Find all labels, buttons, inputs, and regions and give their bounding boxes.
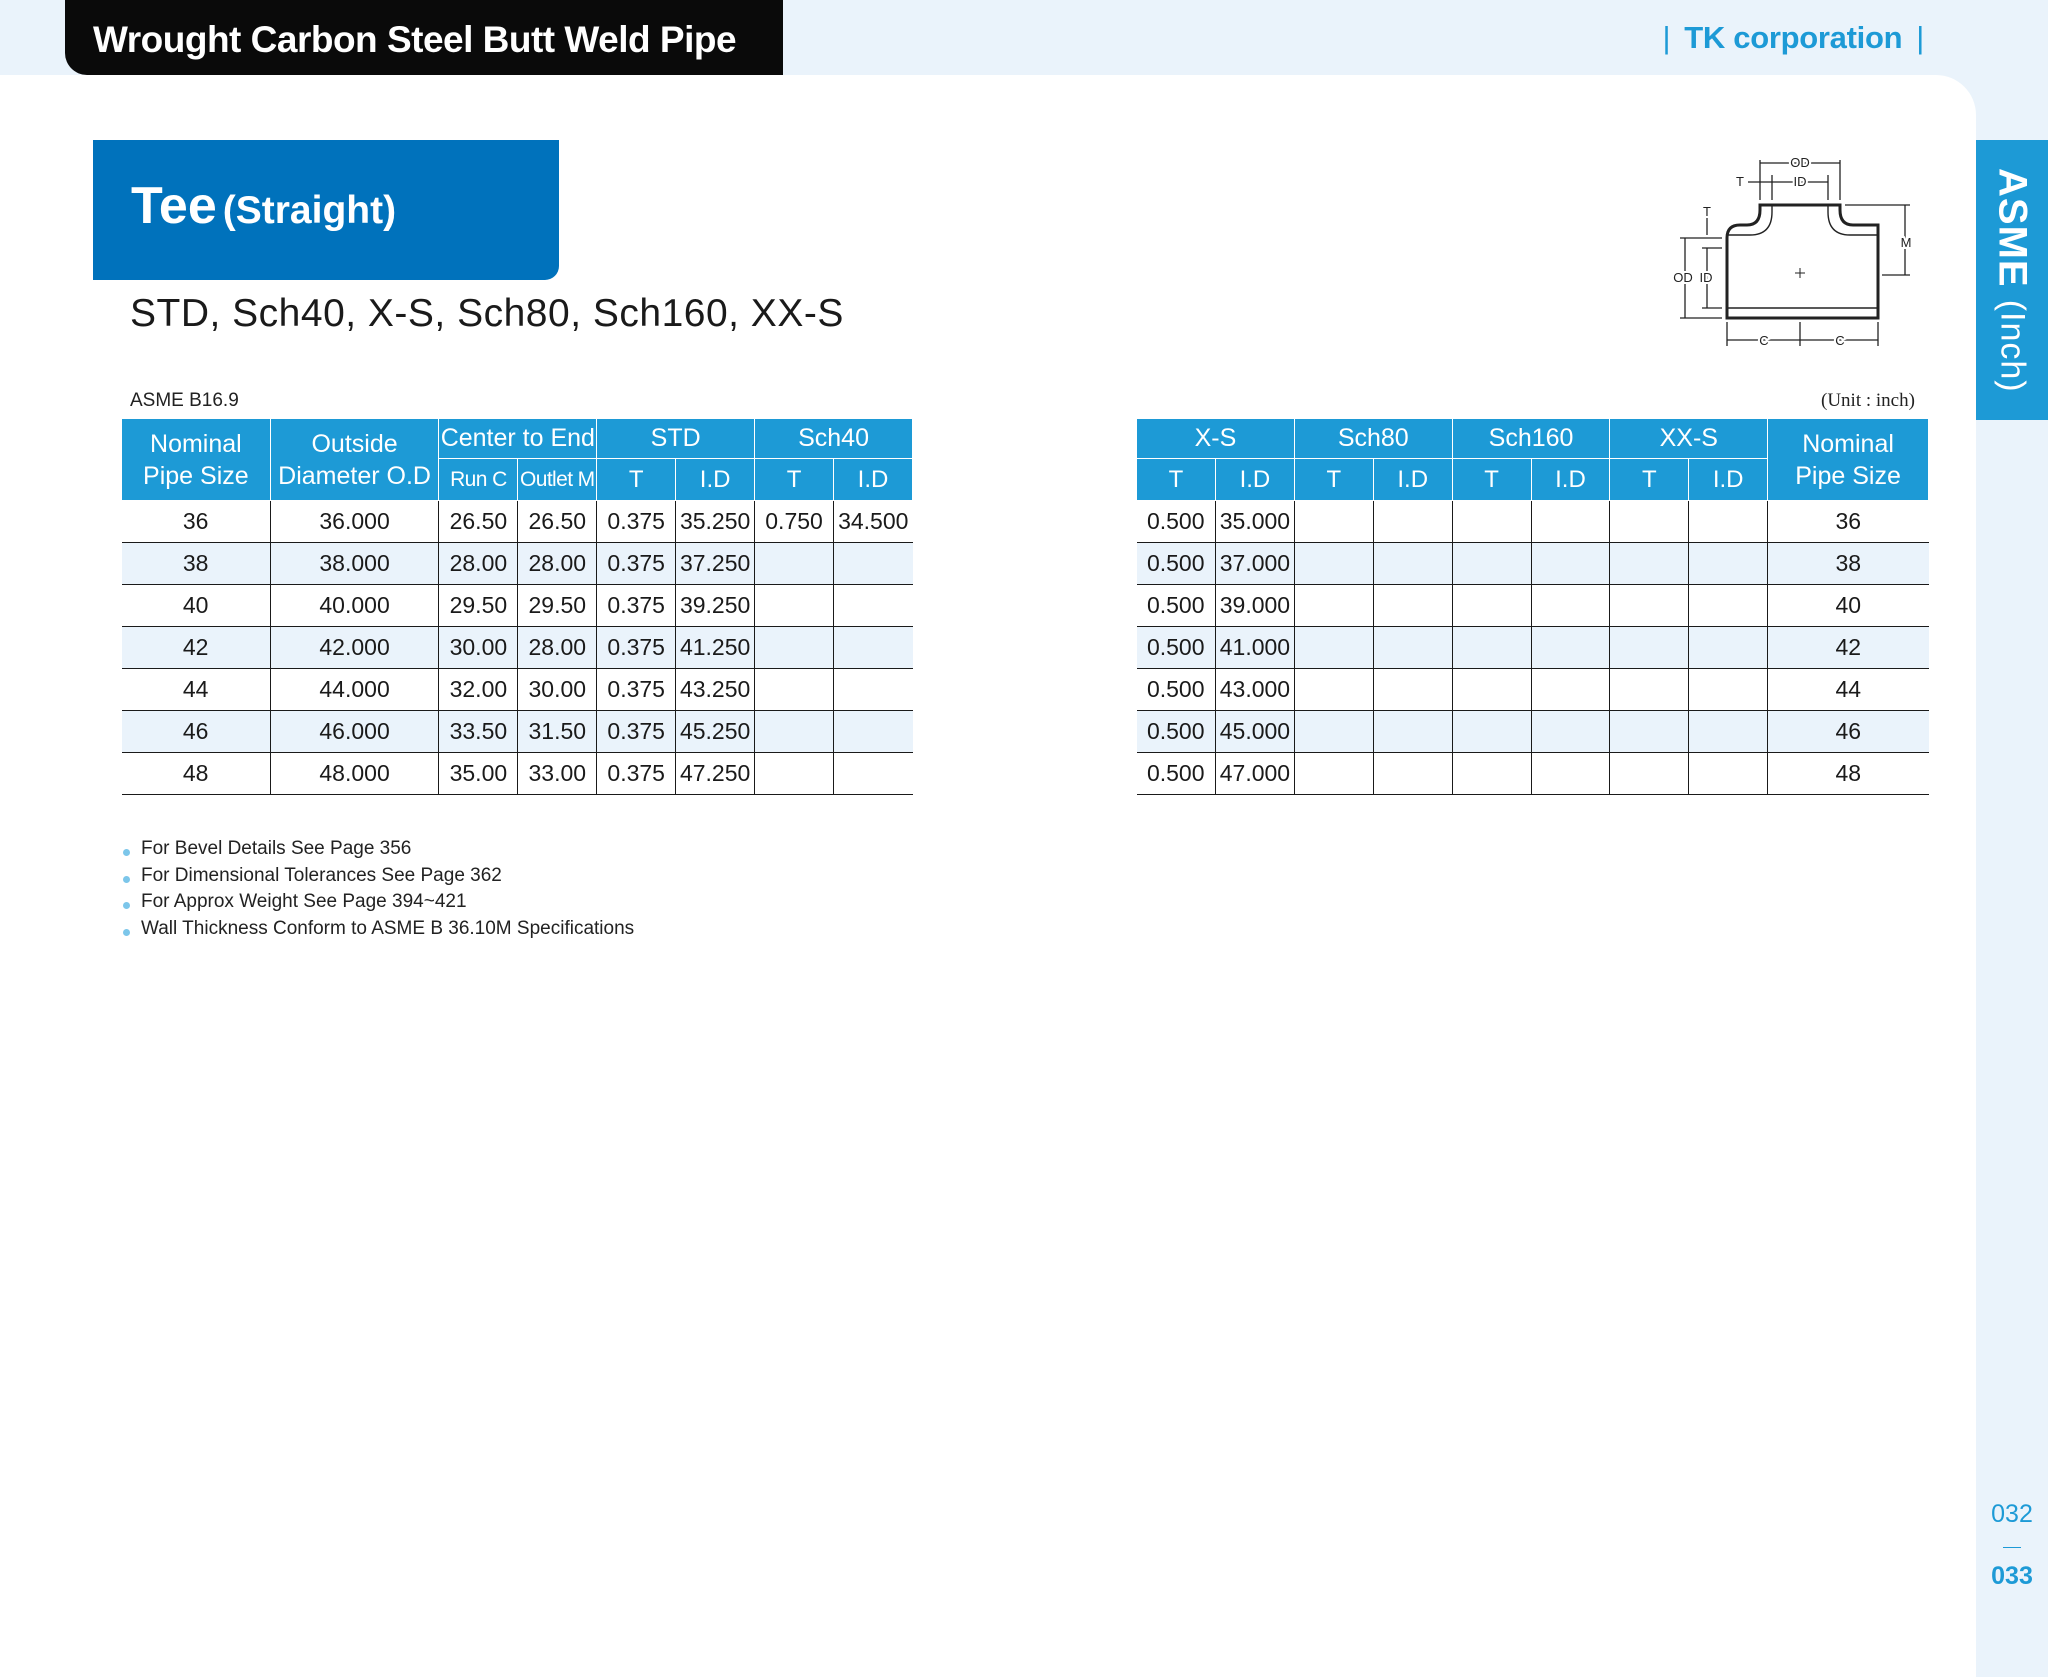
- table-cell: [755, 627, 834, 669]
- left-table-body: [122, 501, 913, 795]
- diagram-od-side-label: OD: [1673, 270, 1693, 285]
- table-cell: 0.375: [597, 543, 676, 585]
- table-cell: [1610, 627, 1689, 669]
- header-xxs: XX-S: [1610, 419, 1768, 459]
- table-cell: 36.000: [270, 501, 439, 543]
- table-cell: [1452, 543, 1531, 585]
- header-run-c: Run C: [439, 459, 518, 501]
- table-cell: 39.000: [1215, 585, 1294, 627]
- table-cell: [1294, 501, 1373, 543]
- table-cell: [834, 585, 913, 627]
- table-cell: [1294, 669, 1373, 711]
- page-number-left: 032: [1991, 1500, 2033, 1528]
- diagram-c-left-label: C: [1759, 333, 1769, 348]
- dimension-table-right: [1136, 418, 1929, 795]
- table-cell: 32.00: [439, 669, 518, 711]
- table-cell: 41.000: [1215, 627, 1294, 669]
- table-cell: [1689, 501, 1768, 543]
- header-xxs-t: T: [1610, 459, 1689, 501]
- table-cell: [1373, 501, 1452, 543]
- table-cell: [1373, 753, 1452, 795]
- brand-divider-left: |: [1662, 20, 1671, 55]
- table-cell: [1531, 501, 1610, 543]
- table-cell: [755, 753, 834, 795]
- header-nominal-pipe-size: Nominal Pipe Size: [122, 419, 271, 501]
- table-row: [1137, 585, 1929, 627]
- table-cell: [1452, 711, 1531, 753]
- table-cell: [1689, 711, 1768, 753]
- table-cell: 0.500: [1137, 501, 1216, 543]
- table-cell: 44: [1768, 669, 1929, 711]
- table-cell: 40: [122, 585, 271, 627]
- page-number-right: 033: [1991, 1562, 2033, 1590]
- table-row: [1137, 543, 1929, 585]
- header-xxs-id: I.D: [1689, 459, 1768, 501]
- note-item: For Approx Weight See Page 394~421: [120, 889, 634, 916]
- table-cell: 28.00: [439, 543, 518, 585]
- header-std-id: I.D: [676, 459, 755, 501]
- table-cell: [1531, 753, 1610, 795]
- table-cell: [1294, 627, 1373, 669]
- header-outside-diameter: Outside Diameter O.D: [270, 419, 439, 501]
- diagram-m-label: M: [1900, 235, 1912, 250]
- header-sch40: Sch40: [755, 419, 913, 459]
- side-tab-asme[interactable]: [1976, 140, 2048, 420]
- table-cell: [1294, 753, 1373, 795]
- table-cell: [1452, 753, 1531, 795]
- table-row: [1137, 753, 1929, 795]
- document-title: Wrought Carbon Steel Butt Weld Pipe Fittings: [65, 0, 783, 75]
- product-title-box: [93, 140, 559, 280]
- table-cell: [1531, 627, 1610, 669]
- table-cell: 46: [122, 711, 271, 753]
- table-cell: 37.000: [1215, 543, 1294, 585]
- table-cell: 42: [122, 627, 271, 669]
- header-sch160-t: T: [1452, 459, 1531, 501]
- header-sch80: Sch80: [1294, 419, 1452, 459]
- notes-list: [120, 836, 634, 942]
- table-cell: 35.250: [676, 501, 755, 543]
- note-item: For Dimensional Tolerances See Page 362: [120, 863, 634, 890]
- right-table-body: [1137, 501, 1929, 795]
- page-number-divider: [2003, 1547, 2021, 1548]
- side-tab-suffix: (Inch): [1993, 299, 2032, 393]
- header-outlet-m: Outlet M: [518, 459, 597, 501]
- table-cell: [1531, 711, 1610, 753]
- table-cell: 0.375: [597, 753, 676, 795]
- table-cell: [1689, 627, 1768, 669]
- table-row: [1137, 501, 1929, 543]
- table-cell: 42.000: [270, 627, 439, 669]
- side-tab-label: ASME: [1990, 167, 2035, 288]
- table-cell: 46: [1768, 711, 1929, 753]
- table-row: [1137, 627, 1929, 669]
- table-cell: [834, 711, 913, 753]
- table-cell: 0.500: [1137, 753, 1216, 795]
- table-cell: 47.250: [676, 753, 755, 795]
- table-cell: 29.50: [439, 585, 518, 627]
- table-cell: 47.000: [1215, 753, 1294, 795]
- table-cell: [1452, 627, 1531, 669]
- header-xs-id: I.D: [1215, 459, 1294, 501]
- table-cell: 0.375: [597, 501, 676, 543]
- unit-label: (Unit : inch): [1821, 390, 1915, 411]
- table-cell: 40: [1768, 585, 1929, 627]
- header-std: STD: [597, 419, 755, 459]
- table-row: [1137, 711, 1929, 753]
- brand-divider-right: |: [1916, 20, 1924, 55]
- table-cell: [1294, 585, 1373, 627]
- table-cell: 48: [122, 753, 271, 795]
- table-cell: 39.250: [676, 585, 755, 627]
- table-row: [122, 711, 913, 753]
- table-cell: [1610, 669, 1689, 711]
- table-cell: 44: [122, 669, 271, 711]
- table-cell: 0.500: [1137, 543, 1216, 585]
- table-cell: 34.500: [834, 501, 913, 543]
- product-title: Tee: [131, 177, 217, 235]
- standard-label: ASME B16.9: [130, 390, 239, 411]
- table-cell: 26.50: [439, 501, 518, 543]
- tee-diagram-icon: [1660, 150, 1920, 355]
- table-cell: [1294, 543, 1373, 585]
- table-cell: 35.000: [1215, 501, 1294, 543]
- header-sch40-t: T: [755, 459, 834, 501]
- table-cell: 0.375: [597, 711, 676, 753]
- table-cell: 37.250: [676, 543, 755, 585]
- header-nominal-pipe-size-right: Nominal Pipe Size: [1768, 419, 1929, 501]
- table-cell: [1373, 627, 1452, 669]
- table-cell: [1610, 585, 1689, 627]
- header-sch40-id: I.D: [834, 459, 913, 501]
- table-cell: [1531, 543, 1610, 585]
- table-cell: [1689, 585, 1768, 627]
- table-cell: 46.000: [270, 711, 439, 753]
- brand-name: [1649, 20, 1939, 56]
- table-cell: 33.00: [518, 753, 597, 795]
- table-cell: 33.50: [439, 711, 518, 753]
- diagram-id-side-label: ID: [1699, 270, 1713, 285]
- table-cell: 28.00: [518, 627, 597, 669]
- table-cell: 45.250: [676, 711, 755, 753]
- table-cell: 28.00: [518, 543, 597, 585]
- header-sch80-id: I.D: [1373, 459, 1452, 501]
- header-std-t: T: [597, 459, 676, 501]
- table-row: [122, 753, 913, 795]
- table-cell: 42: [1768, 627, 1929, 669]
- table-row: [122, 669, 913, 711]
- page-numbers: [1976, 1500, 2048, 1591]
- table-cell: [1531, 669, 1610, 711]
- table-cell: 0.500: [1137, 585, 1216, 627]
- table-cell: 43.000: [1215, 669, 1294, 711]
- table-cell: 45.000: [1215, 711, 1294, 753]
- table-cell: 36: [1768, 501, 1929, 543]
- table-cell: [755, 669, 834, 711]
- table-cell: [1452, 501, 1531, 543]
- table-cell: [755, 585, 834, 627]
- diagram-id-top-label: ID: [1793, 174, 1807, 189]
- brand-label: TK corporation: [1684, 20, 1903, 55]
- table-cell: 0.375: [597, 627, 676, 669]
- table-cell: [1294, 711, 1373, 753]
- table-cell: 0.500: [1137, 711, 1216, 753]
- table-cell: 0.375: [597, 585, 676, 627]
- table-cell: [755, 543, 834, 585]
- note-item: For Bevel Details See Page 356: [120, 836, 634, 863]
- table-cell: [834, 543, 913, 585]
- table-row: [1137, 669, 1929, 711]
- table-row: [122, 627, 913, 669]
- table-cell: [755, 711, 834, 753]
- table-cell: [1610, 711, 1689, 753]
- table-cell: 38: [122, 543, 271, 585]
- header-xs: X-S: [1137, 419, 1295, 459]
- table-row: [122, 585, 913, 627]
- table-cell: 38: [1768, 543, 1929, 585]
- header-center-to-end: Center to End: [439, 419, 597, 459]
- table-cell: [1373, 669, 1452, 711]
- table-cell: [1373, 711, 1452, 753]
- table-cell: 26.50: [518, 501, 597, 543]
- table-cell: 0.375: [597, 669, 676, 711]
- header-xs-t: T: [1137, 459, 1216, 501]
- table-cell: 29.50: [518, 585, 597, 627]
- dimension-table-left: [121, 418, 913, 795]
- table-cell: 48: [1768, 753, 1929, 795]
- table-cell: 40.000: [270, 585, 439, 627]
- table-cell: [1689, 543, 1768, 585]
- table-row: [122, 501, 913, 543]
- table-cell: [834, 627, 913, 669]
- table-cell: 38.000: [270, 543, 439, 585]
- table-cell: [1689, 669, 1768, 711]
- diagram-t-top-label: T: [1736, 174, 1744, 189]
- diagram-c-right-label: C: [1835, 333, 1845, 348]
- diagram-od-top-label: OD: [1790, 155, 1810, 170]
- table-cell: [834, 753, 913, 795]
- table-cell: 0.750: [755, 501, 834, 543]
- table-cell: 30.00: [518, 669, 597, 711]
- table-row: [122, 543, 913, 585]
- header-sch80-t: T: [1294, 459, 1373, 501]
- table-cell: [1373, 585, 1452, 627]
- table-cell: 41.250: [676, 627, 755, 669]
- table-cell: [1531, 585, 1610, 627]
- diagram-t-side-label: T: [1703, 204, 1711, 219]
- table-cell: 43.250: [676, 669, 755, 711]
- table-cell: 31.50: [518, 711, 597, 753]
- table-cell: 30.00: [439, 627, 518, 669]
- table-cell: 36: [122, 501, 271, 543]
- table-cell: [1610, 753, 1689, 795]
- table-cell: [1373, 543, 1452, 585]
- product-title-suffix: (Straight): [222, 189, 397, 232]
- table-cell: 44.000: [270, 669, 439, 711]
- table-cell: [1610, 501, 1689, 543]
- header-sch160-id: I.D: [1531, 459, 1610, 501]
- table-cell: [1689, 753, 1768, 795]
- schedule-list: STD, Sch40, X-S, Sch80, Sch160, XX-S: [130, 292, 844, 335]
- table-cell: [1452, 669, 1531, 711]
- note-item: Wall Thickness Conform to ASME B 36.10M Specifications: [120, 916, 634, 943]
- table-cell: 35.00: [439, 753, 518, 795]
- table-cell: [1452, 585, 1531, 627]
- table-cell: 48.000: [270, 753, 439, 795]
- table-cell: [1610, 543, 1689, 585]
- table-cell: 0.500: [1137, 669, 1216, 711]
- table-cell: [834, 669, 913, 711]
- table-cell: 0.500: [1137, 627, 1216, 669]
- header-sch160: Sch160: [1452, 419, 1610, 459]
